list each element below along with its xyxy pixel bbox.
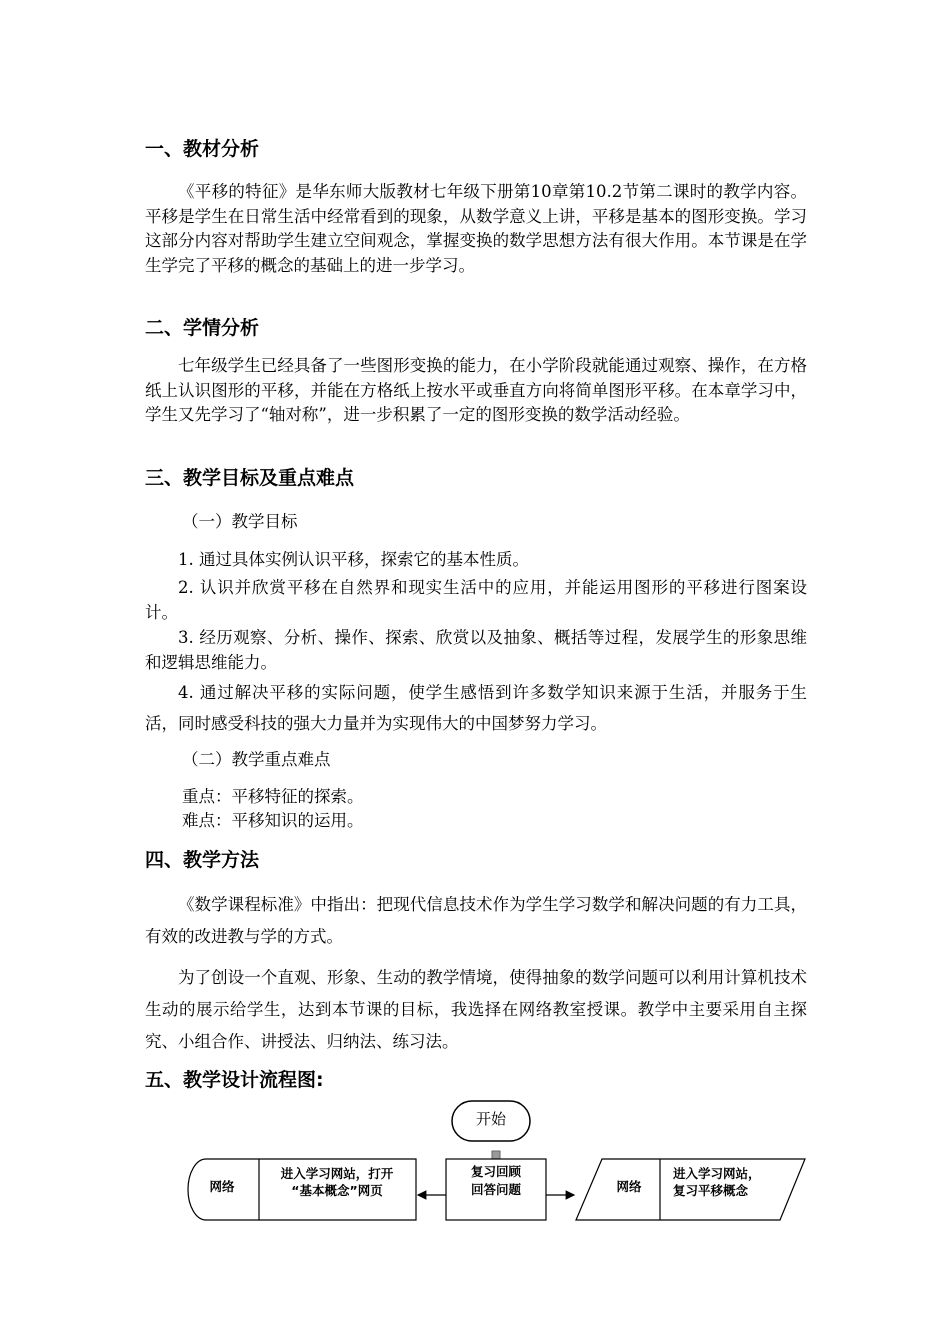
- flowchart-review-line1: 复习回顾: [470, 1164, 522, 1179]
- flowchart-left-line1: 进入学习网站，打开: [280, 1166, 394, 1181]
- flowchart-left-tag: 网络: [209, 1179, 235, 1194]
- section-heading-student-analysis: 二、学情分析: [145, 317, 260, 339]
- subheading-teaching-goals: （一）教学目标: [182, 512, 298, 531]
- goal-item-3: 3. 经历观察、分析、操作、探索、欣赏以及抽象、概括等过程，发展学生的形象思维和逻辑思维能力。: [145, 628, 807, 672]
- goal-item-1: 1. 通过具体实例认识平移，探索它的基本性质。: [178, 550, 529, 569]
- method-paragraph-2: 为了创设一个直观、形象、生动的教学情境，使得抽象的数学问题可以利用计算机技术生动的展示给学生，达到本节课的目标，我选择在网络教室授课。教学中主要采用自主探究、小组合作、讲授法、归纳法、练习法。: [145, 968, 807, 1051]
- student-analysis-paragraph: 七年级学生已经具备了一些图形变换的能力，在小学阶段就能通过观察、操作，在方格纸上认识图形的平移，并能在方格纸上按水平或垂直方向将简单图形平移。在本章学习中，学生又先学习了“轴对称”，进一步积累了一定的图形变换的数学活动经验。: [145, 356, 807, 424]
- difficult-point: 难点：平移知识的运用。: [182, 811, 364, 830]
- subheading-key-difficult: （二）教学重点难点: [182, 750, 331, 769]
- section-heading-material-analysis: 一、教材分析: [145, 138, 260, 160]
- flowchart-right-line2: 复习平移概念: [673, 1183, 749, 1198]
- section-heading-flowchart: 五、教学设计流程图:: [145, 1069, 324, 1091]
- key-point: 重点：平移特征的探索。: [182, 787, 364, 806]
- flowchart-start-label: 开始: [475, 1110, 507, 1128]
- flowchart-right-line1: 进入学习网站，: [673, 1166, 761, 1181]
- section-heading-method: 四、教学方法: [145, 849, 260, 871]
- method-paragraph-1: 《数学课程标准》中指出：把现代信息技术作为学生学习数学和解决问题的有力工具，有效的改进教与学的方式。: [145, 895, 807, 946]
- flowchart-review-line2: 回答问题: [470, 1182, 522, 1197]
- goal-item-4: 4. 通过解决平移的实际问题，使学生感悟到许多数学知识来源于生活，并服务于生活，同时感受科技的强大力量并为实现伟大的中国梦努力学习。: [145, 683, 807, 733]
- flowchart-right-tag: 网络: [616, 1179, 642, 1194]
- flowchart-connector: [492, 1151, 500, 1159]
- section-heading-goals: 三、教学目标及重点难点: [145, 467, 355, 489]
- goal-item-2: 2. 认识并欣赏平移在自然界和现实生活中的应用，并能运用图形的平移进行图案设计。: [145, 578, 807, 622]
- material-analysis-paragraph: 《平移的特征》是华东师大版教材七年级下册第10章第10.2节第二课时的教学内容。平移是学生在日常生活中经常看到的现象，从数学意义上讲，平移是基本的图形变换。学习这部分内容对帮助学生建立空间观念，掌握变换的数学思想方法有很大作用。本节课是在学生学完了平移的概念的基础上的进一步学习。: [145, 182, 807, 275]
- flowchart-left-line2: “基本概念”网页: [291, 1183, 383, 1198]
